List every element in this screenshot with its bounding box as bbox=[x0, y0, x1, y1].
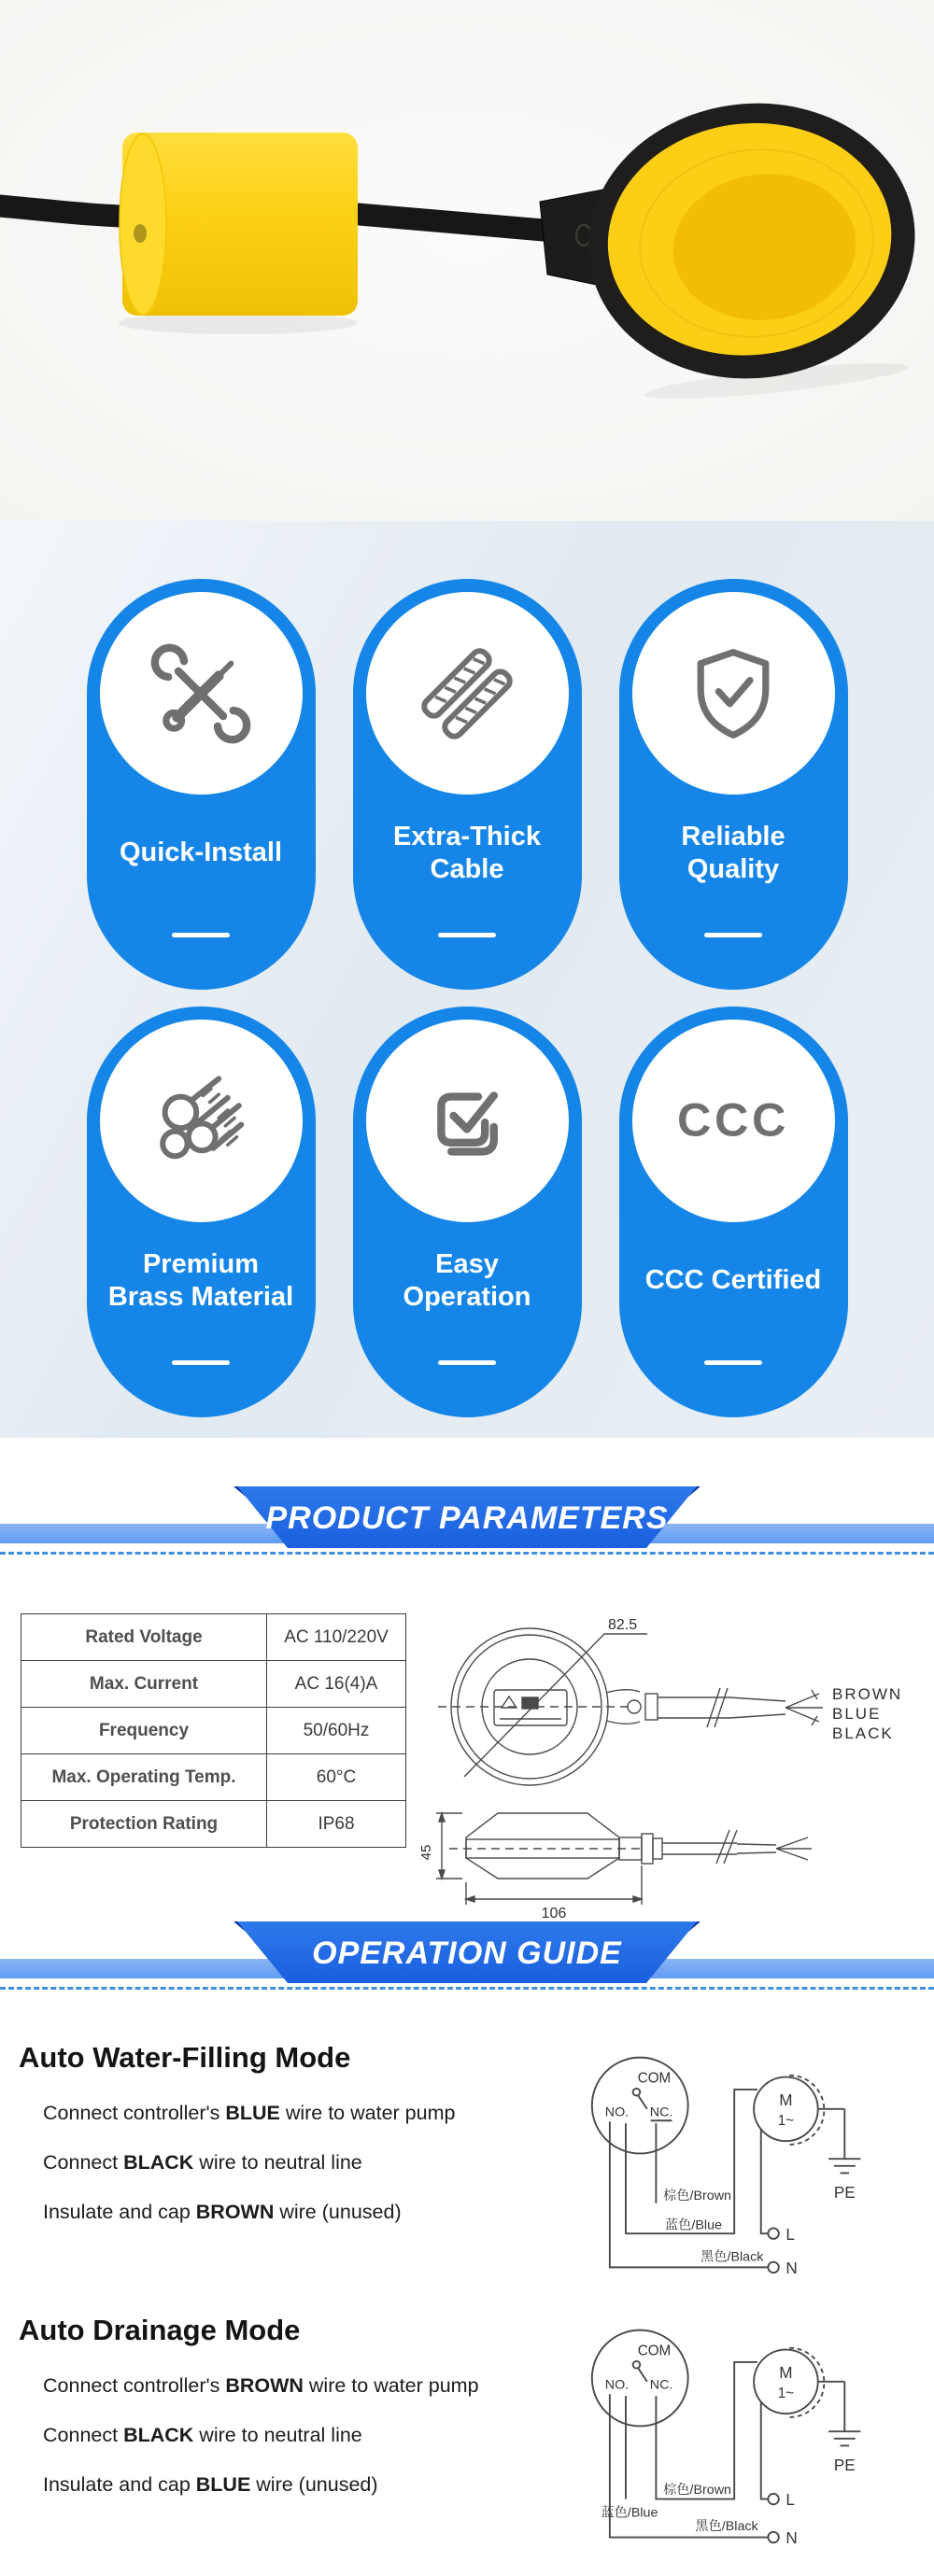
label-nc: NC. bbox=[649, 2377, 673, 2393]
spec-value: 50/60Hz bbox=[267, 1708, 406, 1754]
banner-ribbon bbox=[224, 1921, 710, 1983]
mode-text-column bbox=[19, 2299, 551, 2560]
label-no: NO. bbox=[604, 2104, 630, 2120]
mode-title: Auto Drainage Mode bbox=[19, 2314, 301, 2346]
water-filling-mode-section bbox=[0, 2015, 934, 2287]
spec-label: Max. Operating Temp. bbox=[21, 1754, 267, 1801]
feature-label-zone bbox=[107, 795, 294, 912]
feature-underline-dash bbox=[172, 1360, 230, 1365]
feature-reliable-quality bbox=[619, 579, 848, 990]
feature-label: Reliable Quality bbox=[681, 821, 785, 884]
feature-label: Extra-Thick Cable bbox=[393, 821, 541, 884]
feature-label: Easy Operation bbox=[403, 1248, 531, 1312]
label-nc: NC. bbox=[649, 2104, 673, 2120]
feature-underline-dash bbox=[438, 1360, 496, 1365]
feature-ccc-certified bbox=[619, 1006, 848, 1417]
mode-bullet: Connect BLACK wire to neutral line bbox=[43, 2150, 362, 2174]
feature-icon-circle bbox=[366, 1020, 569, 1222]
mode-bullet: Insulate and cap BLUE wire (unused) bbox=[43, 2472, 378, 2496]
float-side-view bbox=[466, 1813, 619, 1879]
wiring-diagram-svg bbox=[551, 2026, 925, 2299]
mode-text-column bbox=[19, 2026, 551, 2287]
wire-label-black: BLACK bbox=[832, 1724, 894, 1742]
feature-underline-dash bbox=[172, 933, 230, 937]
label-pe: PE bbox=[833, 2456, 856, 2475]
feature-label: Premium Brass Material bbox=[107, 1248, 294, 1312]
label-no: NO. bbox=[604, 2377, 630, 2393]
feature-icon-circle bbox=[100, 1020, 303, 1222]
mode-bullet: Connect controller's BROWN wire to water pump bbox=[43, 2374, 479, 2397]
label-com: COM bbox=[637, 2070, 672, 2087]
features-row-2 bbox=[0, 1006, 934, 1417]
mode-bullet: Connect controller's BLUE wire to water pump bbox=[43, 2102, 456, 2124]
height-dim-label: 45 bbox=[418, 1844, 434, 1861]
feature-easy-operation bbox=[353, 1006, 582, 1417]
feature-label-zone bbox=[640, 1222, 827, 1340]
feature-underline-dash bbox=[704, 1360, 762, 1365]
label-black-wire: 黑色/Black bbox=[695, 2518, 758, 2534]
parameters-content bbox=[0, 1613, 934, 1921]
product-photo bbox=[0, 0, 934, 521]
blue-wire bbox=[626, 2090, 757, 2233]
table-row bbox=[21, 1754, 406, 1801]
spec-value: 60°C bbox=[267, 1754, 406, 1801]
table-row bbox=[21, 1614, 406, 1661]
shield-check-icon bbox=[677, 638, 789, 750]
dimension-drawing bbox=[410, 1613, 920, 1921]
label-black-wire: 黑色/Black bbox=[700, 2249, 764, 2265]
label-phase: 1~ bbox=[777, 2113, 795, 2129]
cable-left-segment bbox=[0, 205, 135, 217]
banner-ribbon bbox=[224, 1486, 710, 1548]
feature-extra-thick-cable bbox=[353, 579, 582, 990]
feature-icon-circle bbox=[632, 1020, 835, 1222]
stripped-wires bbox=[785, 1694, 823, 1722]
label-L: L bbox=[785, 2490, 795, 2510]
label-blue-wire: 蓝色/Blue bbox=[601, 2505, 658, 2521]
label-N: N bbox=[785, 2259, 798, 2278]
table-row bbox=[21, 1801, 406, 1848]
line-terminal-wire bbox=[761, 2402, 769, 2499]
cable-entry-hole bbox=[134, 224, 147, 243]
terminal-L bbox=[768, 2494, 778, 2504]
spec-value: AC 16(4)A bbox=[267, 1661, 406, 1708]
terminal-N bbox=[768, 2262, 778, 2273]
wiring-diagram-water-filling bbox=[551, 2026, 934, 2287]
feature-label-zone bbox=[374, 1222, 560, 1340]
spec-label: Rated Voltage bbox=[21, 1614, 267, 1661]
mode-title: Auto Water-Filling Mode bbox=[19, 2041, 351, 2074]
product-parameters-banner bbox=[0, 1486, 934, 1580]
mode-bullet: Insulate and cap BROWN wire (unused) bbox=[43, 2200, 402, 2223]
feature-label-zone bbox=[374, 795, 560, 912]
banner-dashed-line bbox=[0, 1552, 934, 1555]
wiring-diagram-drainage bbox=[551, 2299, 934, 2560]
float-switch-photo-illustration bbox=[0, 0, 934, 521]
line-terminal-wire bbox=[761, 2130, 769, 2233]
wire-label-brown: BROWN bbox=[832, 1685, 903, 1703]
feature-label: CCC Certified bbox=[644, 1265, 822, 1296]
mode-bullet: Connect BLACK wire to neutral line bbox=[43, 2423, 362, 2446]
banner-title: OPERATION GUIDE bbox=[312, 1936, 622, 1971]
label-brown-wire: 棕色/Brown bbox=[663, 2482, 731, 2498]
banner-title: PRODUCT PARAMETERS bbox=[265, 1500, 669, 1536]
cylinder-end-face bbox=[120, 134, 166, 315]
diameter-dim-label: 82.5 bbox=[608, 1617, 638, 1633]
brass-tubes-icon bbox=[145, 1065, 257, 1177]
cable-icon bbox=[411, 638, 523, 750]
spec-value: AC 110/220V bbox=[267, 1614, 406, 1661]
feature-icon-circle bbox=[366, 592, 569, 795]
feature-icon-circle bbox=[100, 592, 303, 795]
spec-label: Frequency bbox=[21, 1708, 267, 1754]
feature-underline-dash bbox=[704, 933, 762, 937]
label-blue-wire: 蓝色/Blue bbox=[664, 2217, 722, 2233]
feature-quick-install bbox=[87, 579, 316, 990]
label-motor: M bbox=[779, 2090, 793, 2110]
spec-label: Max. Current bbox=[21, 1661, 267, 1708]
table-row bbox=[21, 1661, 406, 1708]
table-row bbox=[21, 1708, 406, 1754]
spec-value: IP68 bbox=[267, 1801, 406, 1848]
label-phase: 1~ bbox=[777, 2386, 795, 2401]
feature-icon-circle bbox=[632, 592, 835, 795]
tools-icon bbox=[145, 638, 257, 750]
label-com: COM bbox=[637, 2343, 672, 2359]
wire-label-blue: BLUE bbox=[832, 1705, 882, 1723]
operation-guide-banner bbox=[0, 1921, 934, 2015]
terminal-L bbox=[768, 2228, 778, 2238]
features-section bbox=[0, 521, 934, 1438]
label-brown-wire: 棕色/Brown bbox=[663, 2189, 731, 2203]
feature-premium-brass bbox=[87, 1006, 316, 1417]
feature-label-zone bbox=[640, 795, 827, 912]
label-pe: PE bbox=[833, 2183, 856, 2203]
spec-label: Protection Rating bbox=[21, 1801, 267, 1848]
wiring-diagram-svg bbox=[551, 2299, 925, 2571]
banner-dashed-line bbox=[0, 1987, 934, 1990]
features-row-1 bbox=[0, 579, 934, 990]
spec-table bbox=[21, 1613, 406, 1848]
label-L: L bbox=[785, 2224, 795, 2244]
drainage-mode-section bbox=[0, 2287, 934, 2560]
label-motor: M bbox=[779, 2363, 793, 2383]
ccc-text-icon bbox=[663, 1065, 803, 1177]
label-N: N bbox=[785, 2528, 798, 2548]
checkbox-icon bbox=[411, 1065, 523, 1177]
ccc-icon-text: CCC bbox=[677, 1092, 789, 1147]
feature-label-zone bbox=[107, 1222, 294, 1340]
feature-underline-dash bbox=[438, 933, 496, 937]
feature-label: Quick-Install bbox=[119, 838, 283, 868]
length-dim-label: 106 bbox=[541, 1906, 567, 1921]
